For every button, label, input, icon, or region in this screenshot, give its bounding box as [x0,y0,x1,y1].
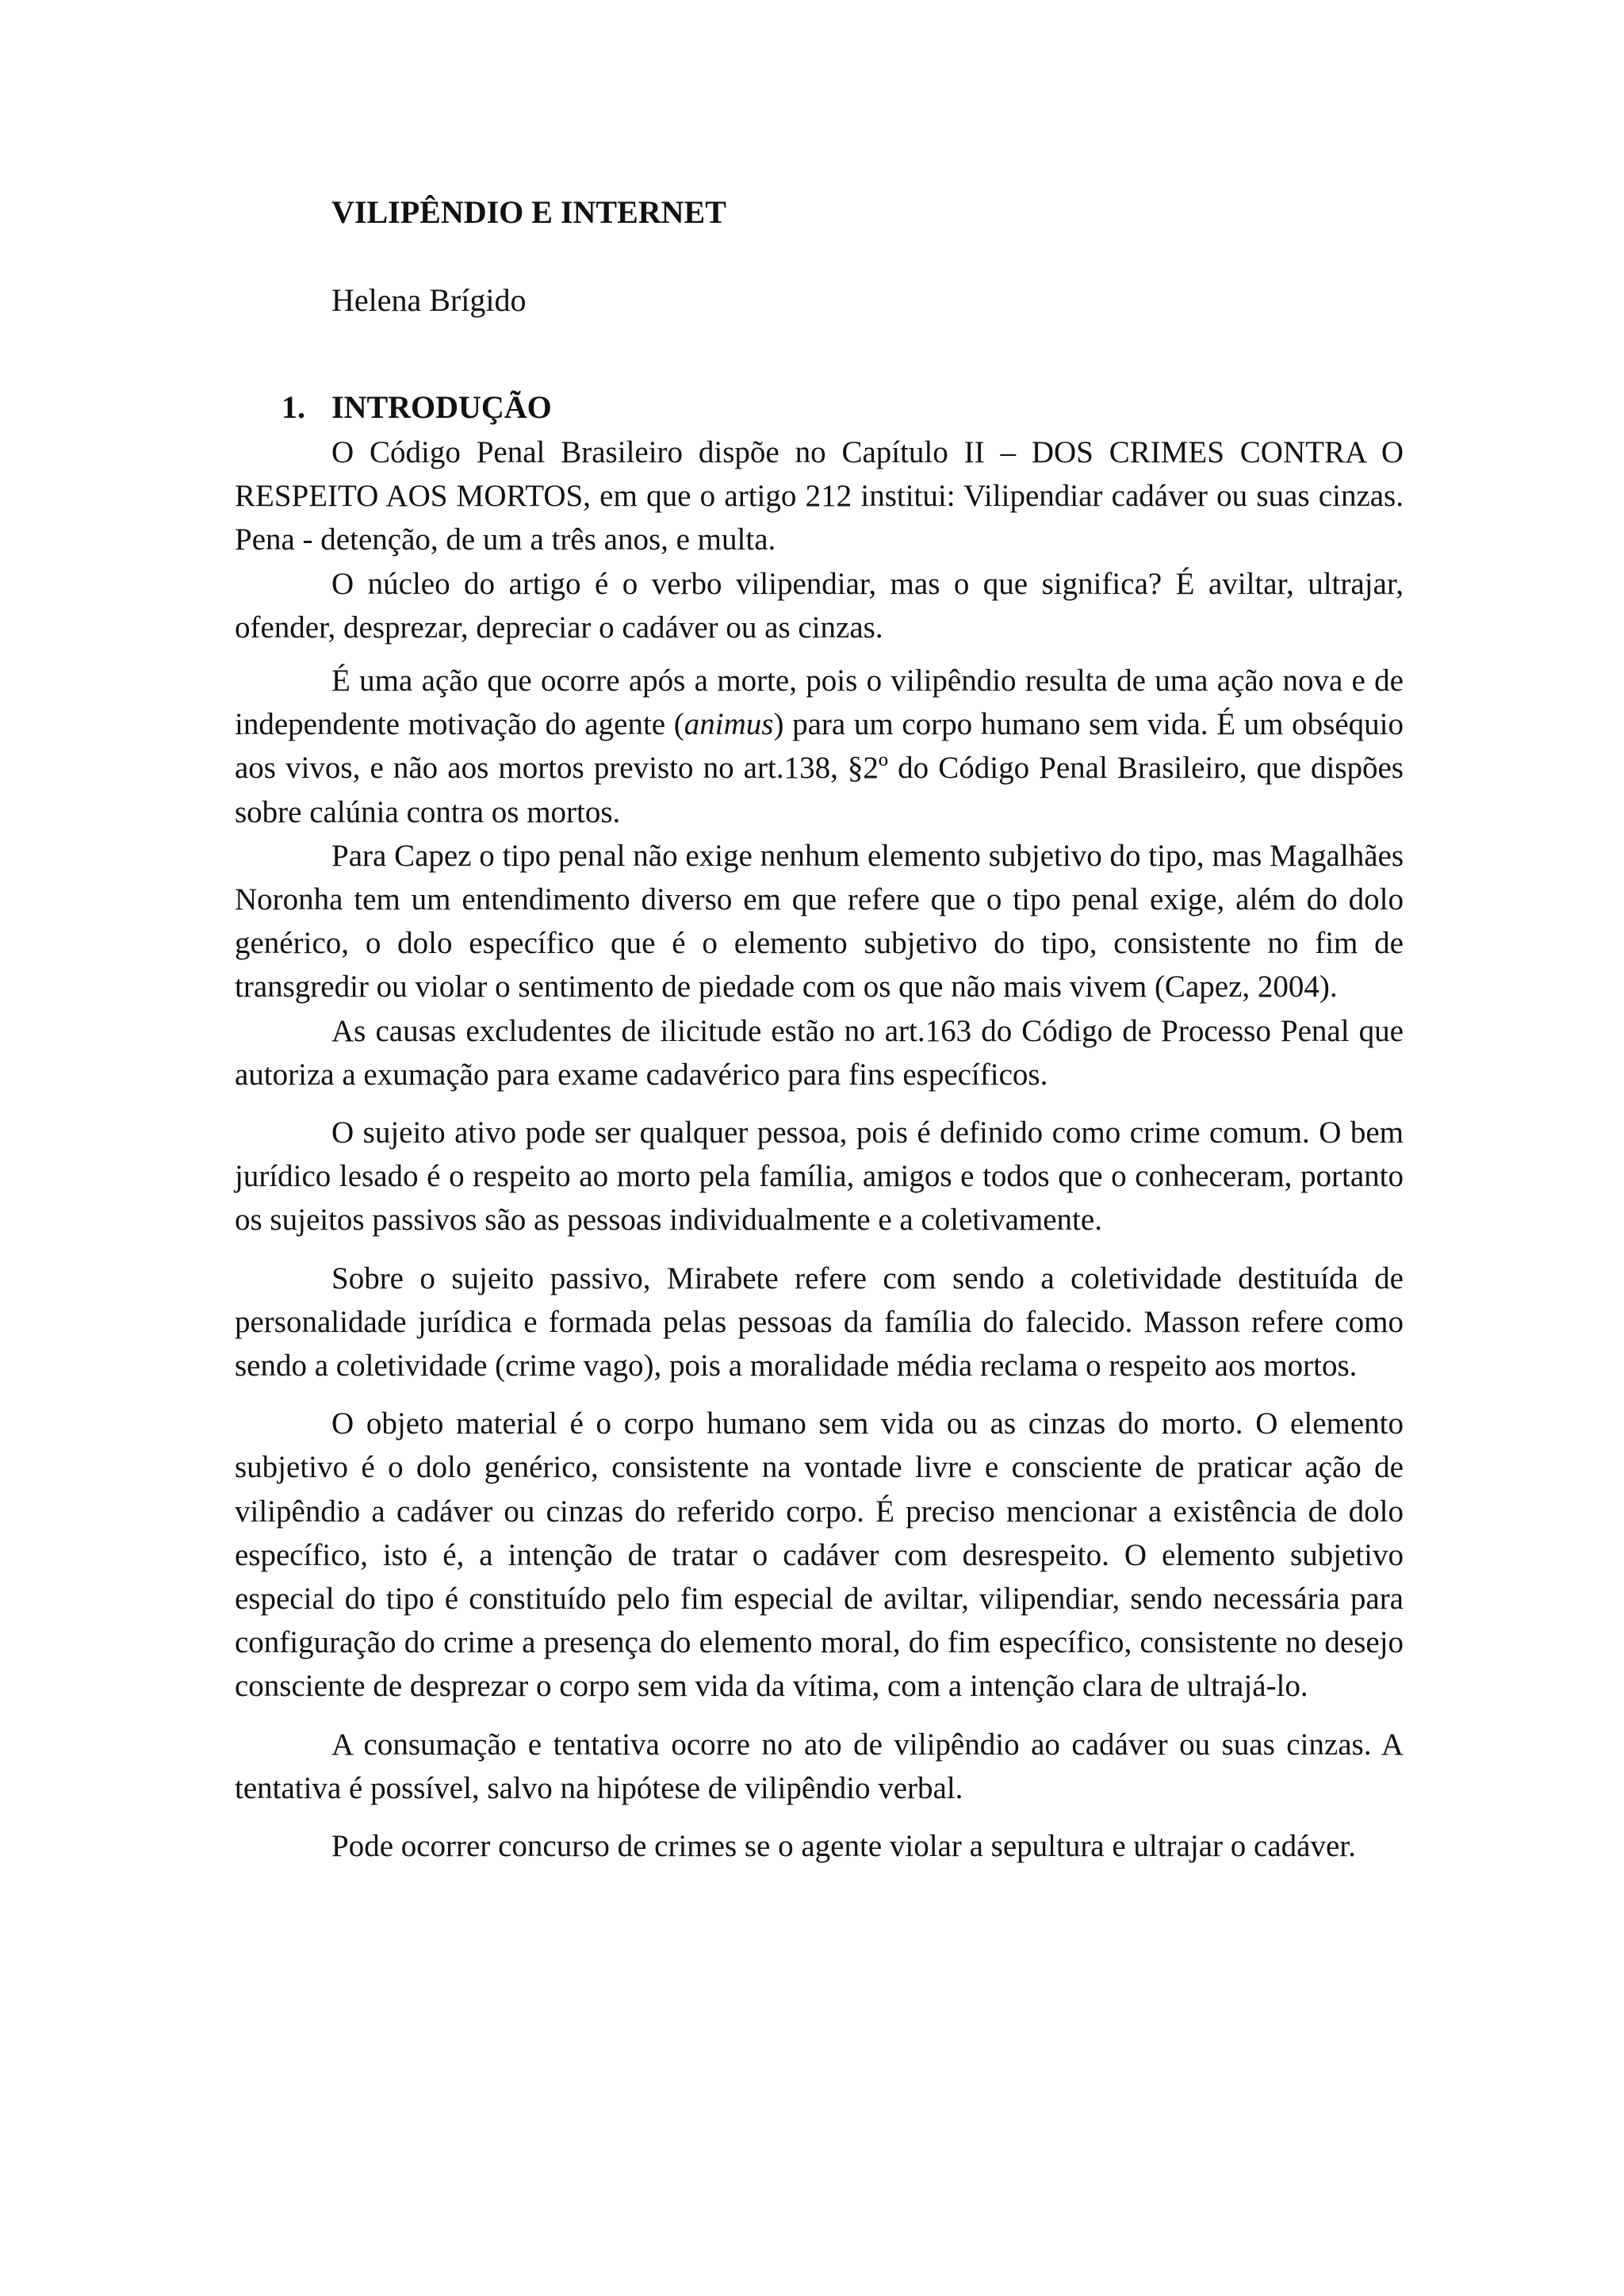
paragraph-5: As causas excludentes de ilicitude estão no art.163 do Código de Processo Penal que autoriza a exumação para exame cadavérico para fins específicos. [235,1013,1404,1092]
paragraph-4: Para Capez o tipo penal não exige nenhum elemento subjetivo do tipo, mas Magalhães Noronha tem um entendimento diverso em que refere que o tipo penal exige, além do dolo genérico, o dolo específico que é o elemento subjetivo do tipo, consistente no fim de transgredir ou violar o sentimento de piedade com os que não mais vivem (Capez, 2004). [235,838,1404,1004]
paragraph-3-italic-term: animus [684,707,774,742]
section-number: 1. [282,389,305,425]
paragraph-3-text-end: ) para um corpo humano sem vida. É um obséquio aos vivos, e não aos mortos previsto no art.138, §2º do Código Penal Brasileiro, que dispões sobre calúnia contra os mortos. [235,707,1404,829]
paragraph-10: Pode ocorrer concurso de crimes se o agente violar a sepultura e ultrajar o cadáver. [331,1829,1356,1864]
paragraph-3 [235,659,1404,834]
paragraph-7: Sobre o sujeito passivo, Mirabete refere com sendo a coletividade destituída de personalidade jurídica e formada pelas pessoas da família do falecido. Masson refere como sendo a coletividade (crime vago), pois a moralidade média reclama o respeito aos mortos. [235,1261,1404,1383]
paragraph-2: O núcleo do artigo é o verbo vilipendiar, mas o que significa? É aviltar, ultrajar, ofender, desprezar, depreciar o cadáver ou as cinzas. [235,566,1404,645]
section-heading [282,388,552,427]
paragraph-1: O Código Penal Brasileiro dispõe no Capítulo II – DOS CRIMES CONTRA O RESPEITO AOS MORTOS, em que o artigo 212 institui: Vilipendiar cadáver ou suas cinzas. Pena - detenção, de um a três anos, e multa. [235,435,1404,557]
author-name: Helena Brígido [331,282,527,318]
document-title: VILIPÊNDIO E INTERNET [331,194,726,230]
paragraph-9: A consumação e tentativa ocorre no ato de vilipêndio ao cadáver ou suas cinzas. A tentativa é possível, salvo na hipótese de vilipêndio verbal. [235,1727,1404,1805]
section-title: INTRODUÇÃO [331,389,552,425]
paragraph-8: O objeto material é o corpo humano sem vida ou as cinzas do morto. O elemento subjetivo é o dolo genérico, consistente na vontade livre e consciente de praticar ação de vilipêndio a cadáver ou cinzas do referido corpo. É preciso mencionar a existência de dolo específico, isto é, a intenção de tratar o cadáver com desrespeito. O elemento subjetivo especial do tipo é constituído pelo fim especial de aviltar, vilipendiar, sendo necessária para configuração do crime a presença do elemento moral, do fim específico, consistente no desejo consciente de desprezar o corpo sem vida da vítima, com a intenção clara de ultrajá-lo. [235,1406,1404,1704]
paragraph-3-text-start: É uma ação que ocorre após a morte, pois o vilipêndio resulta de uma ação nova e de independente motivação do agente ( [235,664,1404,742]
document-body [235,430,1404,1868]
paragraph-6: O sujeito ativo pode ser qualquer pessoa, pois é definido como crime comum. O bem jurídico lesado é o respeito ao morto pela família, amigos e todos que o conheceram, portanto os sujeitos passivos são as pessoas individualmente e a coletivamente. [235,1115,1404,1238]
